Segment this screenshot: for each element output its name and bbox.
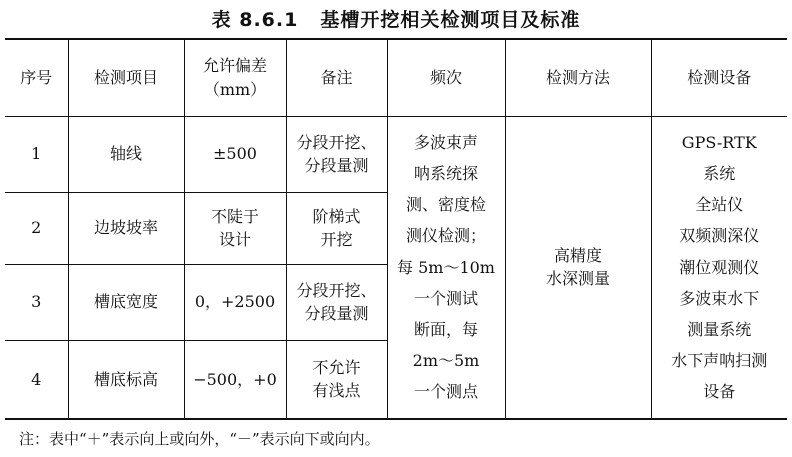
frequency-line: 一个测点 [413,382,478,402]
equipment-line: 全站仪 [695,195,744,215]
header-method: 检测方法 [505,39,651,116]
row-item: 边坡坡率 [68,192,184,264]
row-tolerance: 0，+2500 [184,264,286,340]
frequency-line: 每 5m～10m [397,257,495,277]
row-remark [286,340,387,419]
row-remark-line2: 开挖 [320,230,353,249]
row-tolerance: −500，+0 [184,340,286,419]
frequency-line: 呐系统探 [413,164,478,184]
header-tolerance-line2: （mm） [203,79,267,99]
row-item: 槽底标高 [68,340,184,419]
row-remark-line1: 分段开挖、 [296,132,377,152]
row-item: 轴线 [68,116,184,192]
row-remark-line2: 分段量测 [304,156,369,175]
row-remark [286,116,387,192]
header-index: 序号 [5,39,68,116]
method-cell [505,116,651,419]
inspection-standards-table [5,38,787,420]
row-tolerance [184,192,286,264]
equipment-line: 水下声呐扫测 [671,351,768,371]
header-equipment: 检测设备 [651,39,787,116]
row-tolerance: ±500 [184,116,286,192]
equipment-line: 测量系统 [687,320,752,340]
frequency-line: 2m～5m [412,351,480,371]
equipment-line: 多波束水下 [679,288,760,308]
equipment-cell [651,116,787,419]
header-item: 检测项目 [68,39,184,116]
equipment-line: 潮位观测仪 [679,257,760,277]
row-remark [286,264,387,340]
table-title-text: 基槽开挖相关检测项目及标准 [320,9,581,31]
table-number: 表 8.6.1 [211,9,299,31]
header-frequency: 频次 [387,39,505,116]
equipment-line: 设备 [703,382,736,402]
method-line: 高精度 [553,246,602,266]
header-remark: 备注 [286,39,387,116]
equipment-line: 双频测深仪 [679,226,760,246]
table-note: 注：表中“＋”表示向上或向外，“－”表示向下或向内。 [19,430,380,448]
row-tolerance-line2: 设计 [218,230,251,249]
table-row [5,116,787,192]
header-row [5,39,787,116]
row-index: 2 [5,192,68,264]
equipment-line: 系统 [703,164,736,184]
frequency-line: 测仪检测； [405,226,486,246]
table-title [0,5,792,31]
header-tolerance [184,39,286,116]
row-remark-line2: 有浅点 [312,381,361,401]
row-index: 1 [5,116,68,192]
row-remark [286,192,387,264]
row-remark-line1: 阶梯式 [312,206,361,226]
equipment-line: GPS-RTK [681,132,757,152]
frequency-line: 断面，每 [413,320,478,340]
row-index: 4 [5,340,68,419]
frequency-line: 多波束声 [413,132,478,152]
row-remark-line2: 分段量测 [304,304,369,323]
row-remark-line1: 分段开挖、 [296,280,377,300]
row-item: 槽底宽度 [68,264,184,340]
method-line: 水深测量 [545,269,610,289]
row-tolerance-line1: 不陡于 [210,206,259,226]
frequency-line: 测、密度检 [405,195,486,215]
row-remark-line1: 不允许 [312,358,361,378]
header-tolerance-line1: 允许偏差 [202,55,267,75]
row-index: 3 [5,264,68,340]
frequency-cell [387,116,505,419]
frequency-line: 一个测试 [413,288,478,308]
